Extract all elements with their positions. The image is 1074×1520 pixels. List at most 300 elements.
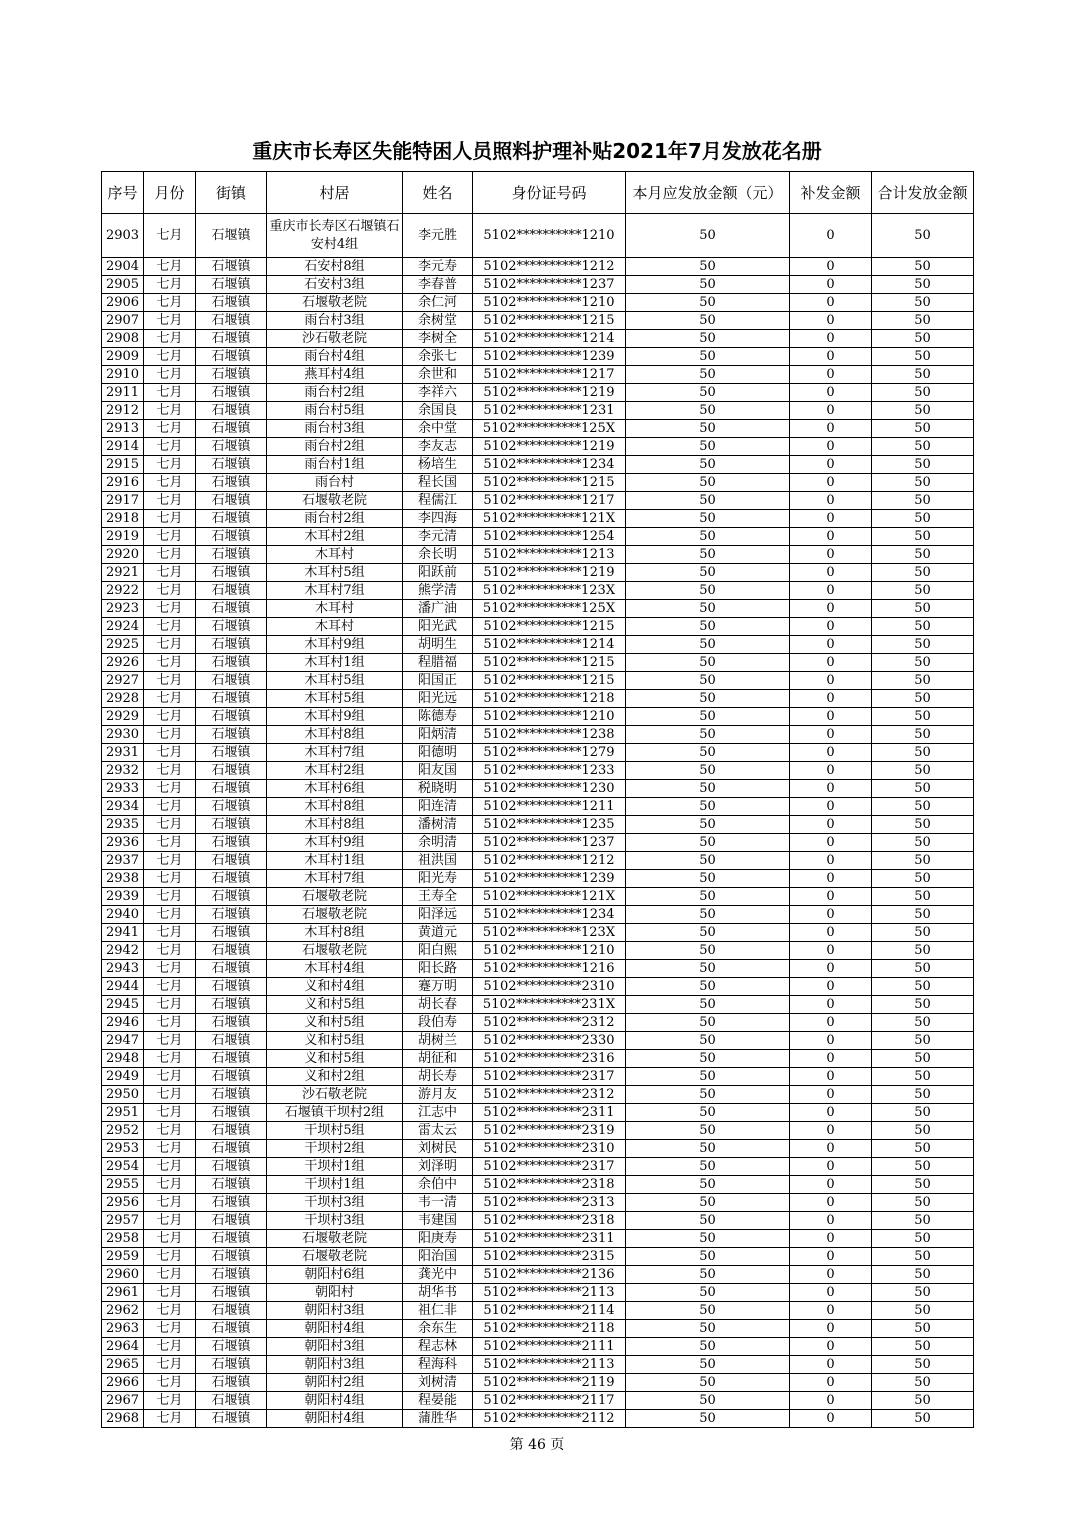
town-cell: 石堰镇	[196, 870, 267, 888]
total-cell: 50	[872, 906, 974, 924]
month-cell: 七月	[144, 1230, 196, 1248]
serial-cell: 2953	[102, 1140, 144, 1158]
village-cell: 义和村5组	[267, 1050, 403, 1068]
id-number-cell: 5102**********121X	[473, 510, 626, 528]
village-cell: 石堰镇干坝村2组	[267, 1104, 403, 1122]
amount-due-cell: 50	[626, 726, 790, 744]
town-cell: 石堰镇	[196, 762, 267, 780]
id-number-cell: 5102**********2330	[473, 1032, 626, 1050]
town-cell: 石堰镇	[196, 978, 267, 996]
table-row	[102, 1176, 974, 1194]
total-cell: 50	[872, 780, 974, 798]
town-cell: 石堰镇	[196, 816, 267, 834]
back-pay-cell: 0	[790, 294, 872, 312]
id-number-cell: 5102**********2312	[473, 1014, 626, 1032]
total-cell: 50	[872, 1356, 974, 1374]
name-cell: 刘泽明	[403, 1158, 473, 1176]
amount-due-cell: 50	[626, 708, 790, 726]
total-cell: 50	[872, 708, 974, 726]
amount-due-cell: 50	[626, 1302, 790, 1320]
table-row	[102, 636, 974, 654]
month-cell: 七月	[144, 330, 196, 348]
month-cell: 七月	[144, 366, 196, 384]
table-row	[102, 708, 974, 726]
total-cell: 50	[872, 1104, 974, 1122]
amount-due-cell: 50	[626, 1032, 790, 1050]
table-row	[102, 492, 974, 510]
back-pay-cell: 0	[790, 708, 872, 726]
serial-cell: 2915	[102, 456, 144, 474]
table-row	[102, 564, 974, 582]
village-cell: 沙石敬老院	[267, 330, 403, 348]
name-cell: 王寿全	[403, 888, 473, 906]
serial-cell: 2928	[102, 690, 144, 708]
serial-cell: 2909	[102, 348, 144, 366]
total-cell: 50	[872, 1284, 974, 1302]
id-number-cell: 5102**********1234	[473, 456, 626, 474]
name-cell: 程长国	[403, 474, 473, 492]
month-cell: 七月	[144, 834, 196, 852]
id-number-cell: 5102**********2315	[473, 1248, 626, 1266]
village-cell: 木耳村9组	[267, 636, 403, 654]
town-cell: 石堰镇	[196, 1104, 267, 1122]
month-cell: 七月	[144, 258, 196, 276]
town-cell: 石堰镇	[196, 888, 267, 906]
serial-cell: 2965	[102, 1356, 144, 1374]
total-cell: 50	[872, 834, 974, 852]
total-cell: 50	[872, 744, 974, 762]
back-pay-cell: 0	[790, 438, 872, 456]
town-cell: 石堰镇	[196, 402, 267, 420]
serial-cell: 2903	[102, 214, 144, 258]
serial-cell: 2939	[102, 888, 144, 906]
town-cell: 石堰镇	[196, 942, 267, 960]
month-cell: 七月	[144, 1410, 196, 1428]
month-cell: 七月	[144, 618, 196, 636]
month-cell: 七月	[144, 708, 196, 726]
amount-due-cell: 50	[626, 1050, 790, 1068]
back-pay-cell: 0	[790, 1410, 872, 1428]
month-cell: 七月	[144, 1014, 196, 1032]
back-pay-cell: 0	[790, 1320, 872, 1338]
village-cell: 干坝村1组	[267, 1176, 403, 1194]
town-cell: 石堰镇	[196, 546, 267, 564]
id-number-cell: 5102**********2317	[473, 1068, 626, 1086]
roster-body	[102, 214, 974, 1428]
table-row	[102, 1320, 974, 1338]
name-cell: 游月友	[403, 1086, 473, 1104]
name-cell: 余仁河	[403, 294, 473, 312]
name-cell: 胡长寿	[403, 1068, 473, 1086]
table-row	[102, 1284, 974, 1302]
back-pay-cell: 0	[790, 1374, 872, 1392]
town-cell: 石堰镇	[196, 906, 267, 924]
total-cell: 50	[872, 1014, 974, 1032]
month-cell: 七月	[144, 798, 196, 816]
id-number-cell: 5102**********1215	[473, 618, 626, 636]
name-cell: 余明清	[403, 834, 473, 852]
village-cell: 干坝村1组	[267, 1158, 403, 1176]
town-cell: 石堰镇	[196, 456, 267, 474]
amount-due-cell: 50	[626, 762, 790, 780]
month-cell: 七月	[144, 1248, 196, 1266]
month-cell: 七月	[144, 906, 196, 924]
back-pay-cell: 0	[790, 1194, 872, 1212]
town-cell: 石堰镇	[196, 1248, 267, 1266]
town-cell: 石堰镇	[196, 276, 267, 294]
back-pay-cell: 0	[790, 978, 872, 996]
back-pay-cell: 0	[790, 1104, 872, 1122]
village-cell: 木耳村7组	[267, 870, 403, 888]
serial-cell: 2920	[102, 546, 144, 564]
name-cell: 余伯中	[403, 1176, 473, 1194]
table-row	[102, 780, 974, 798]
village-cell: 木耳村1组	[267, 654, 403, 672]
serial-cell: 2930	[102, 726, 144, 744]
name-cell: 陈德寿	[403, 708, 473, 726]
back-pay-cell: 0	[790, 1284, 872, 1302]
serial-cell: 2967	[102, 1392, 144, 1410]
village-cell: 木耳村9组	[267, 834, 403, 852]
back-pay-cell: 0	[790, 384, 872, 402]
amount-due-cell: 50	[626, 402, 790, 420]
id-number-cell: 5102**********2311	[473, 1230, 626, 1248]
back-pay-cell: 0	[790, 1212, 872, 1230]
name-cell: 李祥六	[403, 384, 473, 402]
town-cell: 石堰镇	[196, 1122, 267, 1140]
total-cell: 50	[872, 1158, 974, 1176]
amount-due-cell: 50	[626, 1158, 790, 1176]
amount-due-cell: 50	[626, 1284, 790, 1302]
name-cell: 阳白熙	[403, 942, 473, 960]
back-pay-cell: 0	[790, 1122, 872, 1140]
back-pay-cell: 0	[790, 348, 872, 366]
month-cell: 七月	[144, 780, 196, 798]
serial-cell: 2961	[102, 1284, 144, 1302]
id-number-cell: 5102**********1219	[473, 564, 626, 582]
town-cell: 石堰镇	[196, 1392, 267, 1410]
town-cell: 石堰镇	[196, 1086, 267, 1104]
town-cell: 石堰镇	[196, 214, 267, 258]
town-cell: 石堰镇	[196, 474, 267, 492]
id-number-cell: 5102**********1218	[473, 690, 626, 708]
village-cell: 雨台村3组	[267, 420, 403, 438]
amount-due-cell: 50	[626, 960, 790, 978]
amount-due-cell: 50	[626, 582, 790, 600]
amount-due-cell: 50	[626, 492, 790, 510]
id-number-cell: 5102**********1254	[473, 528, 626, 546]
month-cell: 七月	[144, 438, 196, 456]
table-row	[102, 744, 974, 762]
town-cell: 石堰镇	[196, 672, 267, 690]
header-id-number: 身份证号码	[473, 172, 626, 214]
total-cell: 50	[872, 366, 974, 384]
name-cell: 余中堂	[403, 420, 473, 438]
id-number-cell: 5102**********1234	[473, 906, 626, 924]
serial-cell: 2937	[102, 852, 144, 870]
id-number-cell: 5102**********1235	[473, 816, 626, 834]
amount-due-cell: 50	[626, 1230, 790, 1248]
name-cell: 龚光中	[403, 1266, 473, 1284]
serial-cell: 2933	[102, 780, 144, 798]
total-cell: 50	[872, 456, 974, 474]
total-cell: 50	[872, 888, 974, 906]
total-cell: 50	[872, 258, 974, 276]
table-row	[102, 1104, 974, 1122]
total-cell: 50	[872, 510, 974, 528]
name-cell: 胡树兰	[403, 1032, 473, 1050]
table-row	[102, 1410, 974, 1428]
serial-cell: 2948	[102, 1050, 144, 1068]
name-cell: 阳光远	[403, 690, 473, 708]
amount-due-cell: 50	[626, 384, 790, 402]
name-cell: 阳跃前	[403, 564, 473, 582]
village-cell: 石安村3组	[267, 276, 403, 294]
serial-cell: 2925	[102, 636, 144, 654]
town-cell: 石堰镇	[196, 708, 267, 726]
back-pay-cell: 0	[790, 780, 872, 798]
back-pay-cell: 0	[790, 942, 872, 960]
total-cell: 50	[872, 402, 974, 420]
back-pay-cell: 0	[790, 1302, 872, 1320]
village-cell: 义和村5组	[267, 996, 403, 1014]
total-cell: 50	[872, 654, 974, 672]
village-cell: 朝阳村4组	[267, 1320, 403, 1338]
month-cell: 七月	[144, 510, 196, 528]
table-row	[102, 762, 974, 780]
serial-cell: 2914	[102, 438, 144, 456]
table-row	[102, 1230, 974, 1248]
amount-due-cell: 50	[626, 1086, 790, 1104]
total-cell: 50	[872, 726, 974, 744]
id-number-cell: 5102**********1217	[473, 366, 626, 384]
village-cell: 雨台村3组	[267, 312, 403, 330]
table-row	[102, 214, 974, 258]
amount-due-cell: 50	[626, 834, 790, 852]
total-cell: 50	[872, 1122, 974, 1140]
table-row	[102, 420, 974, 438]
village-cell: 雨台村2组	[267, 438, 403, 456]
month-cell: 七月	[144, 888, 196, 906]
amount-due-cell: 50	[626, 798, 790, 816]
month-cell: 七月	[144, 636, 196, 654]
table-row	[102, 600, 974, 618]
town-cell: 石堰镇	[196, 1302, 267, 1320]
total-cell: 50	[872, 276, 974, 294]
name-cell: 胡明生	[403, 636, 473, 654]
serial-cell: 2943	[102, 960, 144, 978]
serial-cell: 2911	[102, 384, 144, 402]
amount-due-cell: 50	[626, 870, 790, 888]
name-cell: 祖洪国	[403, 852, 473, 870]
amount-due-cell: 50	[626, 564, 790, 582]
month-cell: 七月	[144, 1284, 196, 1302]
town-cell: 石堰镇	[196, 438, 267, 456]
page-number: 第 46 页	[509, 1437, 565, 1453]
table-row	[102, 366, 974, 384]
amount-due-cell: 50	[626, 888, 790, 906]
back-pay-cell: 0	[790, 420, 872, 438]
total-cell: 50	[872, 1032, 974, 1050]
table-row	[102, 834, 974, 852]
back-pay-cell: 0	[790, 1248, 872, 1266]
id-number-cell: 5102**********2114	[473, 1302, 626, 1320]
name-cell: 雷太云	[403, 1122, 473, 1140]
id-number-cell: 5102**********1212	[473, 852, 626, 870]
id-number-cell: 5102**********2311	[473, 1104, 626, 1122]
month-cell: 七月	[144, 474, 196, 492]
village-cell: 石堰敬老院	[267, 942, 403, 960]
header-back-pay: 补发金额	[790, 172, 872, 214]
name-cell: 李元胜	[403, 214, 473, 258]
town-cell: 石堰镇	[196, 312, 267, 330]
month-cell: 七月	[144, 1050, 196, 1068]
amount-due-cell: 50	[626, 1356, 790, 1374]
table-row	[102, 690, 974, 708]
name-cell: 胡征和	[403, 1050, 473, 1068]
back-pay-cell: 0	[790, 564, 872, 582]
village-cell: 雨台村2组	[267, 384, 403, 402]
id-number-cell: 5102**********1231	[473, 402, 626, 420]
serial-cell: 2952	[102, 1122, 144, 1140]
name-cell: 程志林	[403, 1338, 473, 1356]
amount-due-cell: 50	[626, 1104, 790, 1122]
total-cell: 50	[872, 636, 974, 654]
village-cell: 木耳村7组	[267, 582, 403, 600]
amount-due-cell: 50	[626, 546, 790, 564]
amount-due-cell: 50	[626, 996, 790, 1014]
village-cell: 石堰敬老院	[267, 492, 403, 510]
id-number-cell: 5102**********2118	[473, 1320, 626, 1338]
total-cell: 50	[872, 798, 974, 816]
amount-due-cell: 50	[626, 636, 790, 654]
id-number-cell: 5102**********231X	[473, 996, 626, 1014]
total-cell: 50	[872, 528, 974, 546]
serial-cell: 2916	[102, 474, 144, 492]
back-pay-cell: 0	[790, 726, 872, 744]
village-cell: 义和村2组	[267, 1068, 403, 1086]
month-cell: 七月	[144, 960, 196, 978]
table-row	[102, 1032, 974, 1050]
id-number-cell: 5102**********1279	[473, 744, 626, 762]
town-cell: 石堰镇	[196, 834, 267, 852]
village-cell: 沙石敬老院	[267, 1086, 403, 1104]
amount-due-cell: 50	[626, 1320, 790, 1338]
month-cell: 七月	[144, 1212, 196, 1230]
name-cell: 段伯寿	[403, 1014, 473, 1032]
total-cell: 50	[872, 1320, 974, 1338]
amount-due-cell: 50	[626, 1194, 790, 1212]
serial-cell: 2947	[102, 1032, 144, 1050]
serial-cell: 2908	[102, 330, 144, 348]
name-cell: 余世和	[403, 366, 473, 384]
amount-due-cell: 50	[626, 672, 790, 690]
table-row	[102, 618, 974, 636]
serial-cell: 2907	[102, 312, 144, 330]
village-cell: 石堰敬老院	[267, 1230, 403, 1248]
town-cell: 石堰镇	[196, 600, 267, 618]
back-pay-cell: 0	[790, 456, 872, 474]
name-cell: 熊学清	[403, 582, 473, 600]
name-cell: 阳连清	[403, 798, 473, 816]
total-cell: 50	[872, 1050, 974, 1068]
serial-cell: 2910	[102, 366, 144, 384]
name-cell: 阳治国	[403, 1248, 473, 1266]
month-cell: 七月	[144, 852, 196, 870]
name-cell: 阳友国	[403, 762, 473, 780]
amount-due-cell: 50	[626, 1266, 790, 1284]
id-number-cell: 5102**********2318	[473, 1176, 626, 1194]
name-cell: 李树全	[403, 330, 473, 348]
table-row	[102, 1392, 974, 1410]
village-cell: 朝阳村3组	[267, 1356, 403, 1374]
town-cell: 石堰镇	[196, 1410, 267, 1428]
serial-cell: 2924	[102, 618, 144, 636]
village-cell: 木耳村	[267, 618, 403, 636]
amount-due-cell: 50	[626, 474, 790, 492]
amount-due-cell: 50	[626, 456, 790, 474]
village-cell: 义和村5组	[267, 1014, 403, 1032]
id-number-cell: 5102**********1217	[473, 492, 626, 510]
id-number-cell: 5102**********2113	[473, 1356, 626, 1374]
town-cell: 石堰镇	[196, 258, 267, 276]
table-row	[102, 1140, 974, 1158]
serial-cell: 2927	[102, 672, 144, 690]
town-cell: 石堰镇	[196, 1266, 267, 1284]
town-cell: 石堰镇	[196, 420, 267, 438]
town-cell: 石堰镇	[196, 960, 267, 978]
town-cell: 石堰镇	[196, 996, 267, 1014]
village-cell: 干坝村3组	[267, 1212, 403, 1230]
back-pay-cell: 0	[790, 1176, 872, 1194]
town-cell: 石堰镇	[196, 1014, 267, 1032]
town-cell: 石堰镇	[196, 1374, 267, 1392]
serial-cell: 2951	[102, 1104, 144, 1122]
table-row	[102, 1248, 974, 1266]
month-cell: 七月	[144, 1140, 196, 1158]
serial-cell: 2942	[102, 942, 144, 960]
month-cell: 七月	[144, 744, 196, 762]
total-cell: 50	[872, 816, 974, 834]
amount-due-cell: 50	[626, 1068, 790, 1086]
total-cell: 50	[872, 438, 974, 456]
total-cell: 50	[872, 492, 974, 510]
month-cell: 七月	[144, 348, 196, 366]
id-number-cell: 5102**********1216	[473, 960, 626, 978]
id-number-cell: 5102**********1212	[473, 258, 626, 276]
serial-cell: 2917	[102, 492, 144, 510]
header-month: 月份	[144, 172, 196, 214]
back-pay-cell: 0	[790, 744, 872, 762]
id-number-cell: 5102**********2113	[473, 1284, 626, 1302]
id-number-cell: 5102**********125X	[473, 420, 626, 438]
back-pay-cell: 0	[790, 492, 872, 510]
town-cell: 石堰镇	[196, 294, 267, 312]
serial-cell: 2922	[102, 582, 144, 600]
id-number-cell: 5102**********1219	[473, 438, 626, 456]
table-row	[102, 1374, 974, 1392]
village-cell: 石堰敬老院	[267, 1248, 403, 1266]
total-cell: 50	[872, 312, 974, 330]
total-cell: 50	[872, 672, 974, 690]
total-cell: 50	[872, 1374, 974, 1392]
village-cell: 义和村5组	[267, 1032, 403, 1050]
total-cell: 50	[872, 618, 974, 636]
roster-table	[101, 171, 974, 1428]
amount-due-cell: 50	[626, 312, 790, 330]
town-cell: 石堰镇	[196, 1068, 267, 1086]
month-cell: 七月	[144, 672, 196, 690]
